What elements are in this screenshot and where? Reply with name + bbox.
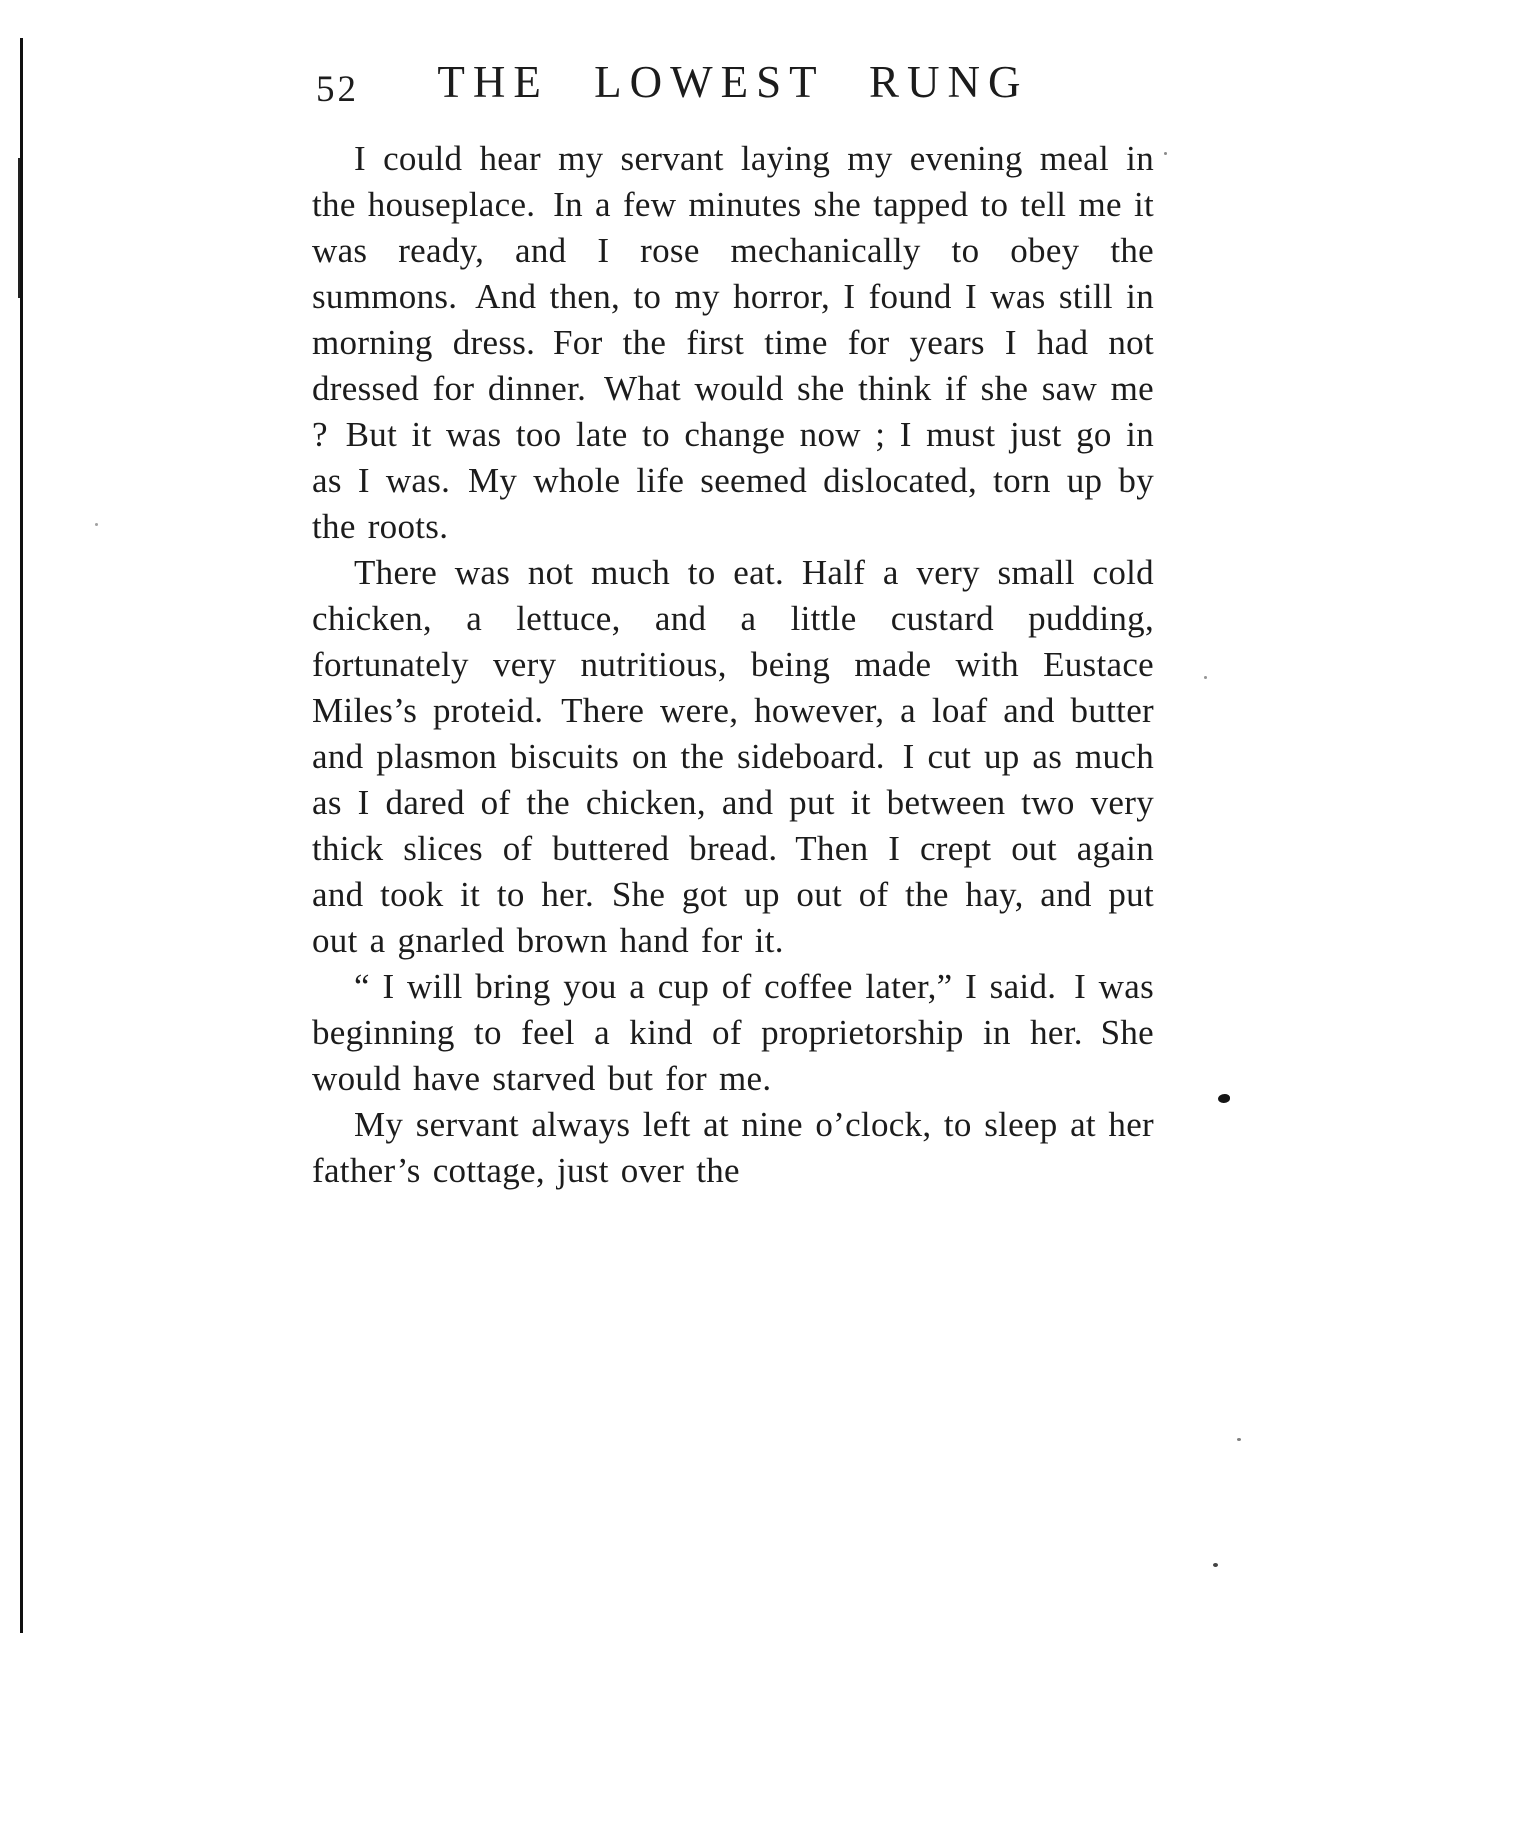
ink-speck (1204, 676, 1207, 679)
paragraph-2: There was not much to eat. Half a very small cold chicken, a lettuce, and a little custard pudding, fortunately very nutritious, being made with Eustace Miles’s proteid. There were, however, a loaf and butter and plasmon biscuits on the sideboard. I cut up as much as I dared of the chicken, and put it between two very thick slices of buttered bread. Then I crept out again and took it to her. She got up out of the hay, and put out a gnarled brown hand for it. (312, 553, 1154, 960)
ink-speck (1213, 1563, 1218, 1567)
paragraph-1: I could hear my servant laying my evening meal in the houseplace. In a few minutes she tapped to tell me it was ready, and I rose mechanically to obey the summons. And then, to my horror, I found I was still in morning dress. For the first time for years I had not dressed for dinner. What would she think if she saw me ? But it was too late to change now ; I must just go in as I was. My whole life seemed dislocated, torn up by the roots. (312, 139, 1154, 546)
page-content (312, 56, 1154, 1194)
body-text (312, 136, 1154, 1194)
ink-speck (1218, 1094, 1230, 1103)
scan-artifact-line (20, 38, 23, 1633)
paragraph-4: My servant always left at nine o’clock, to sleep at her father’s cottage, just over the (312, 1105, 1154, 1190)
ink-speck (95, 523, 98, 526)
ink-speck (1237, 1438, 1241, 1441)
running-title: THE LOWEST RUNG (437, 57, 1029, 107)
page-number: 52 (316, 69, 359, 110)
ink-speck (1164, 152, 1167, 155)
paragraph-3: “ I will bring you a cup of coffee later,” I said. I was beginning to feel a kind of proprietorship in her. She would have starved but for me. (312, 967, 1154, 1098)
page-header (312, 56, 1154, 122)
